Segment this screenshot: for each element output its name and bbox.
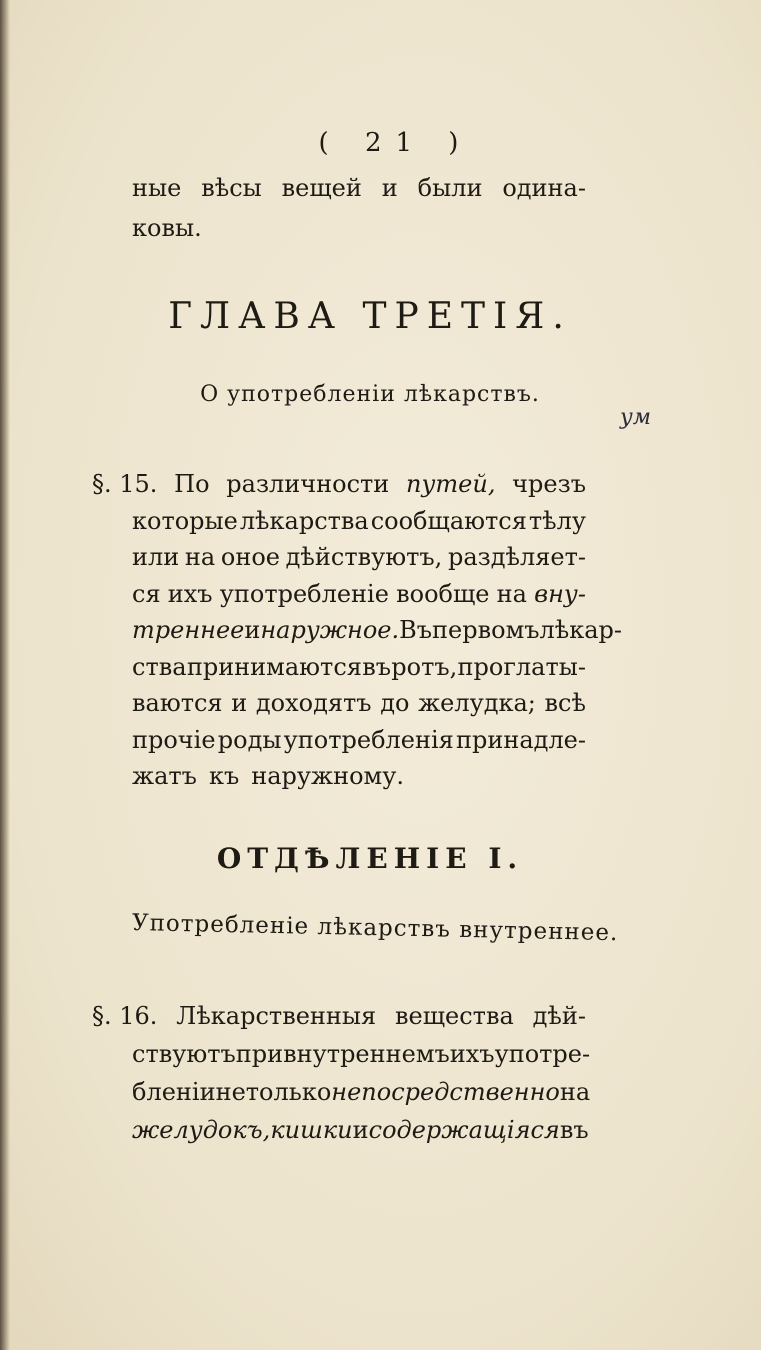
section-title: ОТДѢЛЕНІЕ I. [216,842,524,875]
word: до [380,689,410,717]
text-line [132,724,586,756]
text-line [132,541,586,573]
text-line [132,1114,589,1146]
word: наружному. [251,762,404,790]
section-subtitle: Употребленіе лѣкарствъ внутреннее. [131,910,619,947]
word: вообще [396,579,490,608]
page-number: ( 21 ) [318,128,473,158]
word: въ [559,1116,589,1144]
word: непосредственно [331,1078,560,1106]
word: употре- [494,1040,591,1068]
word: желудка; [418,689,536,717]
word: употребленія [283,725,454,754]
word: По [174,470,210,498]
text-line [92,1000,586,1032]
word: вѣсы [201,174,262,202]
word: ствуютъ [132,1040,236,1068]
text-line [132,505,586,537]
text-line [132,687,586,719]
word: ихъ [167,579,213,608]
word: лѣкар- [539,616,623,644]
word: и [381,174,398,202]
word: и [244,616,261,644]
word: въ [362,652,391,681]
text-line [132,760,586,792]
text-line [132,172,586,204]
word: вещества [395,1002,514,1030]
word: проглаты- [457,652,586,681]
word: на [496,579,527,608]
word: принимаются [186,652,362,681]
word: только [245,1078,332,1106]
word: ные [132,174,182,202]
word: сообщаются [370,506,527,535]
word: тѣлу [528,506,586,535]
text-line [132,212,586,244]
word: прочіе [132,725,216,754]
word: содержащіяся [368,1116,560,1144]
word: и [231,689,248,717]
text-line [132,1038,591,1070]
word: вну- [534,579,586,608]
word: при [235,1040,284,1068]
word: ства [132,652,187,681]
word: Лѣкарственныя [176,1002,377,1030]
handwritten-margin-note: ум [620,405,652,430]
word: кишки [270,1116,353,1144]
word: путей, [406,470,496,498]
word: ротъ, [391,652,458,681]
word: §. 16. [92,1002,158,1030]
book-spine-shadow [0,0,10,1350]
word: бленіи [132,1078,216,1106]
word: роды [217,725,282,754]
word: доходятъ [255,689,372,717]
word: которые [132,506,238,535]
word: дѣй- [532,1002,586,1030]
word: наружное. [260,616,400,644]
word: дѣйствуютъ, [285,543,443,571]
word: всѣ [544,689,586,717]
word: §. 15. [92,470,158,498]
word: были [417,174,483,202]
word: ихъ [449,1040,495,1068]
word: на [559,1078,591,1106]
word: одина- [502,174,586,202]
word: употребленіе [219,579,389,608]
word: лѣкарства [239,506,369,535]
word: ковы. [132,214,202,242]
word: жатъ [132,762,197,790]
chapter-title: ГЛАВА ТРЕТІЯ. [168,296,572,337]
word: не [215,1078,246,1106]
chapter-subtitle: О употребленіи лѣкарствъ. [200,382,540,407]
word: раздѣляет- [447,543,586,571]
word: вещей [281,174,362,202]
word: ся [132,579,161,608]
word: ваются [132,689,223,717]
word: Въ [399,616,433,644]
text-line [132,578,586,610]
text-line [132,614,623,646]
word: принадле- [456,725,586,754]
word: или [132,543,180,571]
word: желудокъ, [132,1116,271,1144]
text-line [132,651,586,683]
word: различности [226,470,390,498]
word: внутреннемъ [283,1040,450,1068]
word: и [352,1116,369,1144]
word: треннее [132,616,245,644]
text-line [132,1076,591,1108]
word: первомъ [432,616,540,644]
word: на [184,543,216,571]
word: чрезъ [512,470,586,498]
word: оное [220,543,280,571]
word: къ [208,762,240,790]
text-line [92,468,586,500]
